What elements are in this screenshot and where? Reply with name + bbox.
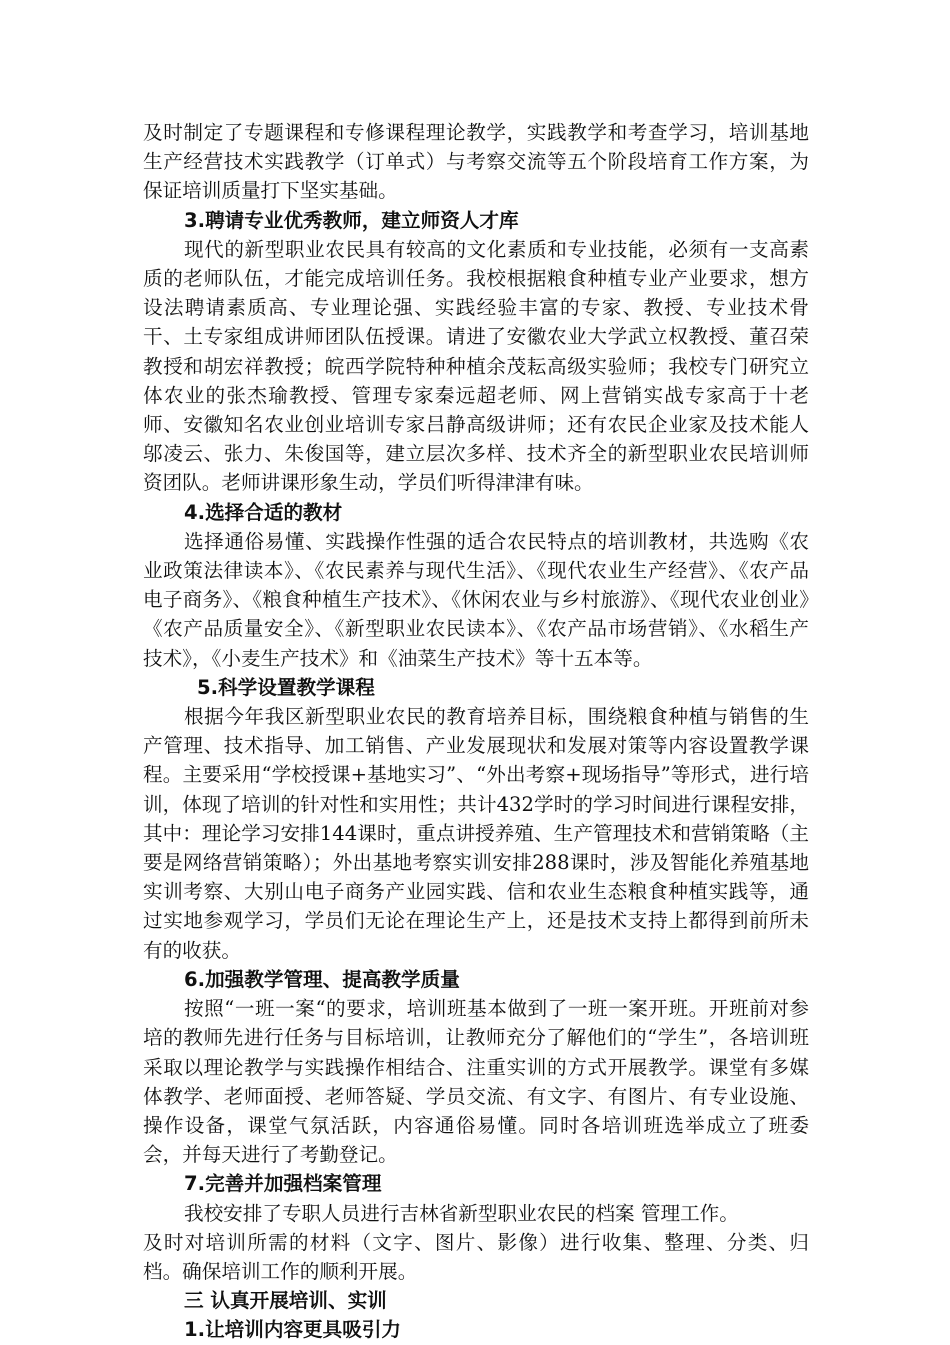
section-7-paragraph-2: 及时对培训所需的材料（文字、图片、影像）进行收集、整理、分类、归档。确保培训工作的顺利开展。 xyxy=(143,1230,809,1283)
section-7-paragraph-1: 我校安排了专职人员进行吉林省新型职业农民的档案 管理工作。 xyxy=(184,1201,739,1225)
section-4-paragraph: 选择通俗易懂、实践操作性强的适合农民特点的培训教材，共选购《农业政策法律读本》、《农民素养与现代生活》、《现代农业生产经营》、《农产品电子商务》、《粮食种植生产技术》、《休闲农业与乡村旅游》、《现代农业创业》《农产品质量安全》、《新型职业农民读本》、《农产品市场营销》、《水稻生产技术》，《小麦生产技术》和《油菜生产技术》等十五本等。 xyxy=(143,529,809,670)
section-6-heading: 6.加强教学管理、提高教学质量 xyxy=(184,967,460,991)
part-3-heading: 三 认真开展培训、实训 xyxy=(184,1289,387,1313)
section-3-paragraph: 现代的新型职业农民具有较高的文化素质和专业技能，必须有一支高素质的老师队伍，才能完成培训任务。我校根据粮食种植专业产业要求，想方设法聘请素质高、专业理论强、实践经验丰富的专家、教授、专业技术骨干、土专家组成讲师团队伍授课。请进了安徽农业大学武立权教授、董召荣教授和胡宏祥教授；皖西学院特种种植余茂耘高级实验师；我校专门研究立体农业的张杰瑜教授、管理专家秦远超老师、网上营销实战专家高于十老师、安徽知名农业创业培训专家吕静高级讲师；还有农民企业家及技术能人邬凌云、张力、朱俊国等，建立层次多样、技术齐全的新型职业农民培训师资团队。老师讲课形象生动，学员们听得津津有味。 xyxy=(143,237,809,495)
document-page xyxy=(143,118,809,1345)
section-5-paragraph: 根据今年我区新型职业农民的教育培养目标，围绕粮食种植与销售的生产管理、技术指导、加工销售、产业发展现状和发展对策等内容设置教学课程。主要采用“学校授课+基地实习”、“外出考察+现场指导”等形式，进行培训，体现了培训的针对性和实用性；共计432学时的学习时间进行课程安排，其中：理论学习安排144课时，重点讲授养殖、生产管理技术和营销策略（主要是网络营销策略）；外出基地考察实训安排288课时，涉及智能化养殖基地实训考察、大别山电子商务产业园实践、信和农业生态粮食种植实践等，通过实地参观学习，学员们无论在理论生产上，还是技术支持上都得到前所未有的收获。 xyxy=(143,705,809,962)
part-3-subheading-1: 1.让培训内容更具吸引力 xyxy=(184,1318,402,1342)
continuation-paragraph: 及时制定了专题课程和专修课程理论教学，实践教学和考查学习，培训基地生产经营技术实践教学（订单式）与考察交流等五个阶段培育工作方案，为保证培训质量打下坚实基础。 xyxy=(143,121,809,203)
section-3-heading: 3.聘请专业优秀教师，建立师资人才库 xyxy=(184,208,519,232)
section-7-heading: 7.完善并加强档案管理 xyxy=(184,1172,382,1196)
section-6-paragraph: 按照“一班一案“的要求，培训班基本做到了一班一案开班。开班前对参培的教师先进行任务与目标培训，让教师充分了解他们的“学生”，各培训班采取以理论教学与实践操作相结合、注重实训的方式开展教学。课堂有多媒体教学、老师面授、老师答疑、学员交流、有文字、有图片、有专业设施、操作设备，课堂气氛活跃，内容通俗易懂。同时各培训班选举成立了班委会，并每天进行了考勤登记。 xyxy=(143,997,809,1167)
section-5-heading: 5.科学设置教学课程 xyxy=(197,675,375,699)
section-4-heading: 4.选择合适的教材 xyxy=(184,500,343,524)
